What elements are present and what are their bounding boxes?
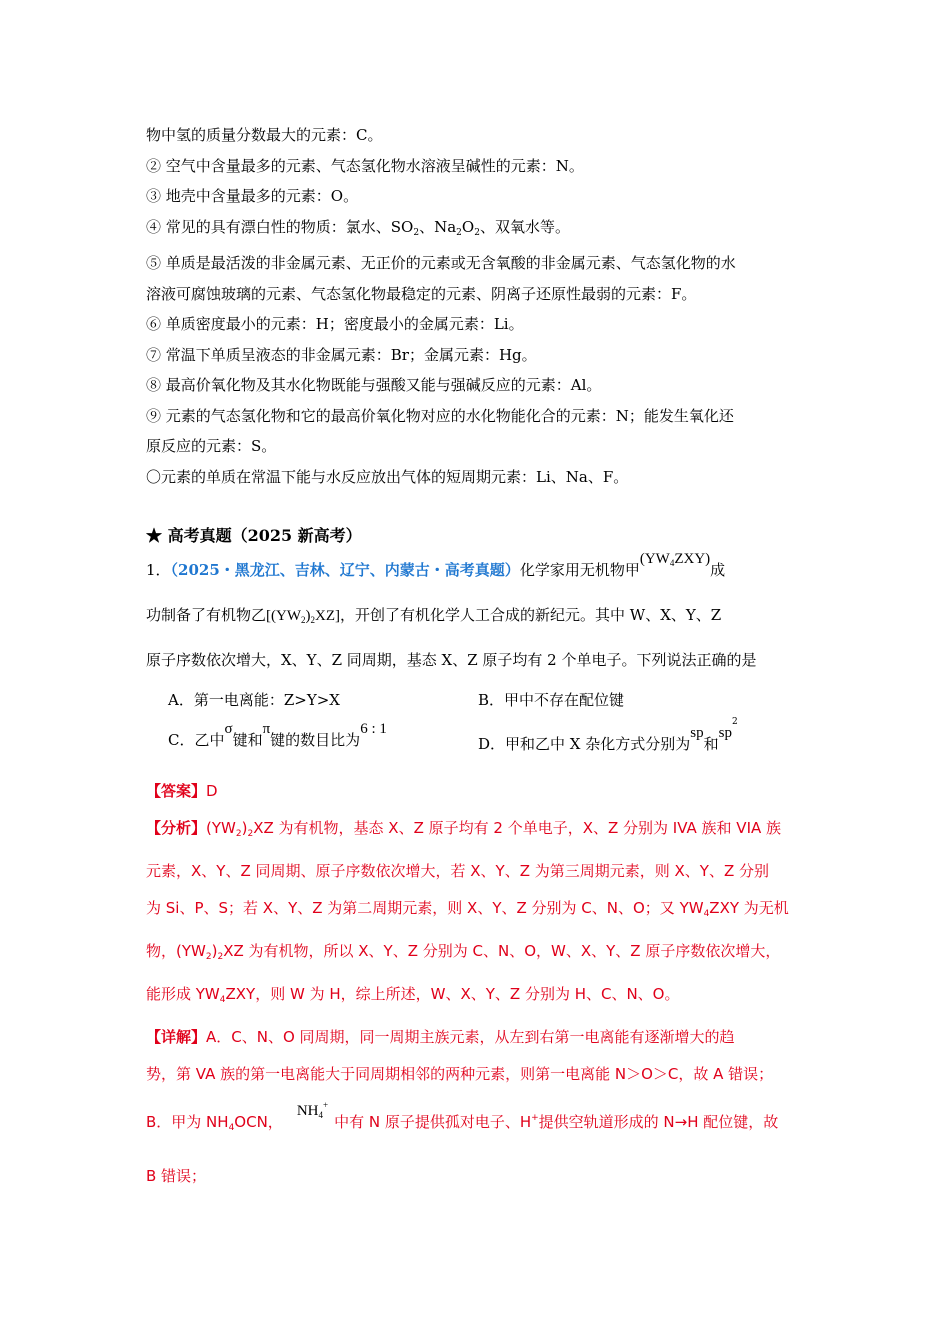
section-gap [146, 492, 816, 522]
fact-line: ④ 常见的具有漂白性的物质：氯水、$SO_2$、$Na_2O_2$、双氧水等。 [146, 217, 570, 238]
fact-line: ⑧ 最高价氧化物及其水化物既能与强酸又能与强碱反应的元素：Al。 [146, 376, 602, 394]
fact-line: 物中氢的质量分数最大的元素：C。 [146, 126, 383, 144]
detail-line: 势，第 VA 族的第一电离能大于同周期相邻的两种元素，则第一电离能 N＞O＞C，故 A 错误； [146, 1065, 774, 1083]
option-d[interactable]: D．甲和乙中 X 杂化方式分别为sp和$sp^2$ [478, 717, 738, 753]
question-line-2: 功制备了有机物乙$[(YW_2)_2XZ]$，开创了有机化学人工合成的新纪元。其中 W、X、Y、Z [146, 606, 722, 625]
analysis-line: 物，$(YW_2)_2XZ$ 为有机物，所以 X、Y、Z 分别为 C、N、O，W、X、Y、Z 原子序数依次增大， [146, 942, 781, 962]
document-page [146, 120, 816, 1200]
option-b[interactable]: B．甲中不存在配位键 [478, 691, 625, 709]
question-source: （2025・黑龙江、吉林、辽宁、内蒙古・高考真题） [170, 561, 520, 579]
fact-line: ⑤ 单质是最活泼的非金属元素、无正价的元素或无含氧酸的非金属元素、气态氢化物的水 [146, 254, 736, 272]
fact-line: ⑦ 常温下单质呈液态的非金属元素：Br；金属元素：Hg。 [146, 345, 537, 364]
option-c[interactable]: C．乙中σ键和π键的数目比为6 : 1 [168, 721, 387, 749]
fact-line: 原反应的元素：S。 [146, 437, 277, 455]
option-a[interactable]: A．第一电离能：Z>Y>X [168, 691, 340, 709]
analysis-line: 元素，X、Y、Z 同周期、原子序数依次增大，若 X、Y、Z 为第三周期元素，则 X、Y、Z 分别 [146, 862, 769, 880]
formula-jia: $(YW_4ZXY)$ [639, 551, 711, 568]
question-line-1: 1．（2025・黑龙江、吉林、辽宁、内蒙古・高考真题）化学家用无机物甲$(YW_4ZXY)$成 [146, 551, 726, 579]
detail-line: 【详解】A．C、N、O 同周期，同一周期主族元素，从左到右第一电离能有逐渐增大的趋 [146, 1028, 735, 1046]
detail-line: B 错误； [146, 1167, 207, 1185]
fact-line: ⑥ 单质密度最小的元素：H；密度最小的金属元素：Li。 [146, 315, 524, 333]
fact-line: ③ 地壳中含量最多的元素：O。 [146, 187, 359, 205]
options-row-2 [146, 717, 816, 765]
options-row-1 [146, 680, 816, 720]
formula-nh4: $NH_4^+$ [296, 1100, 329, 1120]
analysis-line: 【分析】$(YW_2)_2XZ$ 为有机物，基态 X、Z 原子均有 2 个单电子，X、Z 分别为 IVA 族和 VIA 族 [146, 819, 782, 839]
fact-line: 〇元素的单质在常温下能与水反应放出气体的短周期元素：Li、Na、F。 [146, 467, 629, 486]
question-number: 1． [146, 561, 171, 579]
fact-line: ⑨ 元素的气态氢化物和它的最高价氧化物对应的水化物能化合的元素：N；能发生氧化还 [146, 406, 734, 425]
section-heading: ★ 高考真题（2025 新高考） [146, 526, 362, 545]
detail-line: B．甲为 $NH_4OCN$，$NH_4^+$中有 N 原子提供孤对电子、H+提供空轨道形成的 N→H 配位键，故 [146, 1100, 779, 1133]
question-line-3: 原子序数依次增大，X、Y、Z 同周期，基态 X、Z 原子均有 2 个单电子。下列说法正确的是 [146, 651, 757, 669]
fact-line: 溶液可腐蚀玻璃的元素、气态氢化物最稳定的元素、阴离子还原性最弱的元素：F。 [146, 284, 697, 303]
analysis-line: 能形成 $YW_4ZXY$，则 W 为 H，综上所述，W、X、Y、Z 分别为 H、C、N、O。 [146, 985, 680, 1005]
formula-yi: $[(YW_2)_2XZ]$ [266, 608, 340, 625]
analysis-line: 为 Si、P、S；若 X、Y、Z 为第二周期元素，则 X、Y、Z 分别为 C、N、O；又 $YW_4ZXY$ 为无机 [146, 899, 789, 919]
fact-line: ② 空气中含量最多的元素、气态氢化物水溶液呈碱性的元素：N。 [146, 156, 584, 175]
answer-line: 【答案】D [146, 782, 218, 800]
